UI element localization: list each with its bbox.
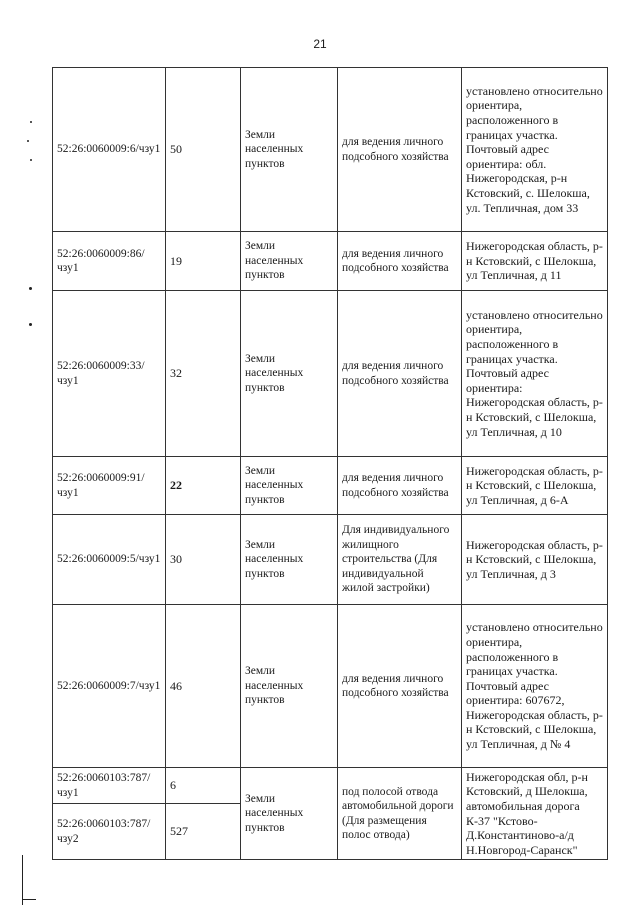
cadastral-number: 52:26:0060009:6/чзу1 (53, 68, 166, 232)
cadastral-number: 52:26:0060009:86/чзу1 (53, 232, 166, 291)
table-row (53, 605, 608, 768)
cadastral-number: 52:26:0060009:91/чзу1 (53, 457, 166, 515)
table-row (53, 457, 608, 515)
area-value: 50 (166, 68, 241, 232)
area-value: 46 (166, 605, 241, 768)
margin-mark (29, 287, 32, 290)
address: установлено относительно ориентира, расположенного в границах участка. Почтовый адрес ориентира: 607672, Нижегородская область, р-н Кстовский, с Шелокша, ул Тепличная, д № 4 (462, 605, 608, 768)
land-category: Земли населенных пунктов (241, 291, 338, 457)
area-value: 30 (166, 515, 241, 605)
margin-mark (30, 159, 32, 161)
permitted-use: для ведения личного подсобного хозяйства (338, 291, 462, 457)
address: Нижегородская область, р-н Кстовский, с Шелокша, ул Тепличная, д 6-А (462, 457, 608, 515)
land-category: Земли населенных пунктов (241, 68, 338, 232)
margin-mark (29, 323, 32, 326)
table-row (53, 515, 608, 605)
permitted-use: Для индивидуального жилищного строительства (Для индивидуальной жилой застройки) (338, 515, 462, 605)
address: Нижегородская область, р-н Кстовский, с Шелокша, ул Тепличная, д 11 (462, 232, 608, 291)
margin-line (22, 899, 36, 900)
permitted-use: для ведения личного подсобного хозяйства (338, 457, 462, 515)
area-value: 527 (166, 804, 241, 860)
land-category: Земли населенных пунктов (241, 768, 338, 860)
cadastral-number: 52:26:0060009:5/чзу1 (53, 515, 166, 605)
permitted-use: под полосой отвода автомобильной дороги (Для размещения полос отвода) (338, 768, 462, 860)
land-category: Земли населенных пунктов (241, 605, 338, 768)
land-category: Земли населенных пунктов (241, 457, 338, 515)
page-number: 21 (313, 37, 327, 51)
table-row (53, 68, 608, 232)
address: Нижегородская область, р-н Кстовский, с Шелокша, ул Тепличная, д 3 (462, 515, 608, 605)
permitted-use: для ведения личного подсобного хозяйства (338, 232, 462, 291)
address: установлено относительно ориентира, расположенного в границах участка. Почтовый адрес ориентира: обл. Нижегородская, р-н Кстовский, с. Шелокша, ул. Тепличная, дом 33 (462, 68, 608, 232)
margin-line (22, 855, 23, 905)
address: установлено относительно ориентира, расположенного в границах участка. Почтовый адрес ориентира: Нижегородская область, р-н Кстовский, с Шелокша, ул Тепличная, д 10 (462, 291, 608, 457)
land-category: Земли населенных пунктов (241, 515, 338, 605)
address: Нижегородская обл, р-н Кстовский, д Шелокша, автомобильная дорога К-37 "Кстово-Д.Константиново-а/д Н.Новгород-Саранск" (462, 768, 608, 860)
area-value: 22 (166, 457, 241, 515)
table-row (53, 291, 608, 457)
margin-mark (30, 121, 32, 123)
land-category: Земли населенных пунктов (241, 232, 338, 291)
permitted-use: для ведения личного подсобного хозяйства (338, 68, 462, 232)
area-value: 32 (166, 291, 241, 457)
table-row (53, 768, 608, 804)
area-value: 6 (166, 768, 241, 804)
area-value: 19 (166, 232, 241, 291)
margin-mark (27, 140, 29, 142)
table-row (53, 232, 608, 291)
cadastral-number: 52:26:0060103:787/чзу1 (53, 768, 166, 804)
cadastral-number: 52:26:0060009:7/чзу1 (53, 605, 166, 768)
cadastral-number: 52:26:0060009:33/чзу1 (53, 291, 166, 457)
land-plots-table (52, 67, 608, 860)
permitted-use: для ведения личного подсобного хозяйства (338, 605, 462, 768)
cadastral-number: 52:26:0060103:787/чзу2 (53, 804, 166, 860)
